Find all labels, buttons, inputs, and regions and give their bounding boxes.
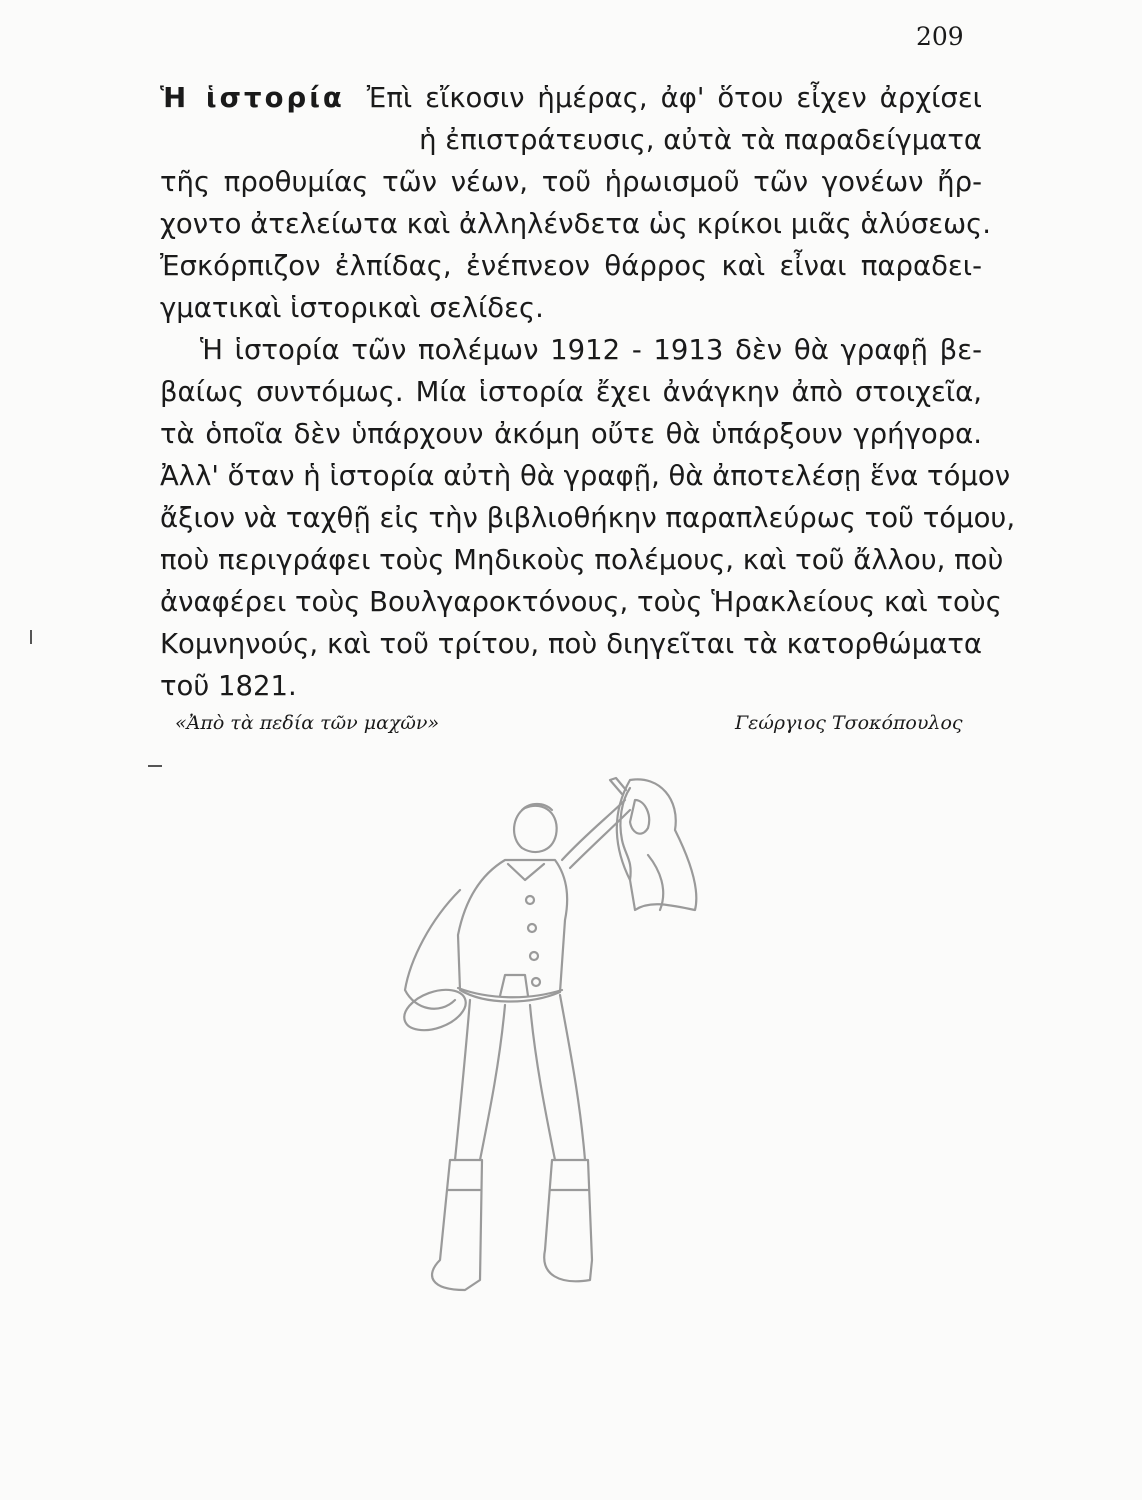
text-line: τῆς προθυμίας τῶν νέων, τοῦ ἡρωισμοῦ τῶν γονέων ἤρ- — [160, 166, 982, 198]
page-number: 209 — [916, 22, 964, 51]
text-line: Ἀλλ' ὅταν ἡ ἱστορία αὐτὴ θὰ γραφῇ, θὰ ἀποτελέσῃ ἕνα τόμον — [160, 460, 1011, 492]
text-line: τὰ ὁποῖα δὲν ὑπάρχουν ἀκόμη οὔτε θὰ ὑπάρξουν γρήγορα. — [160, 418, 982, 450]
text-line: τοῦ 1821. — [160, 670, 297, 702]
margin-mark — [30, 630, 32, 644]
text-line: ἄξιον νὰ ταχθῇ εἰς τὴν βιβλιοθήκην παραπλεύρως τοῦ τόμου, — [160, 502, 1016, 534]
section-heading: Ἡ ἱστορία — [160, 82, 345, 114]
text-line: ποὺ περιγράφει τοὺς Μηδικοὺς πολέμους, καὶ τοῦ ἄλλου, ποὺ — [160, 544, 1004, 576]
soldier-and-mother-sketch-icon — [330, 760, 700, 1320]
text-line: χοντο ἀτελείωτα καὶ ἀλληλένδετα ὡς κρίκοι μιᾶς ἁλύσεως. — [160, 208, 992, 240]
text-line: Κομνηνούς, καὶ τοῦ τρίτου, ποὺ διηγεῖται τὰ κατορθώματα — [160, 628, 982, 660]
text-line: ἡ ἐπιστράτευσις, αὐτὰ τὰ παραδείγματα — [419, 124, 982, 156]
text-line: γματικαὶ ἱστορικαὶ σελίδες. — [160, 292, 544, 324]
text-line: Ἡ ἱστορία Ἐπὶ εἴκοσιν ἡμέρας, ἀφ' ὅτου εἶχεν ἀρχίσει — [160, 82, 982, 114]
text-line: ἀναφέρει τοὺς Βουλγαροκτόνους, τοὺς Ἡρακλείους καὶ τοὺς — [160, 586, 1002, 618]
source-citation: «Ἀπὸ τὰ πεδία τῶν μαχῶν» — [175, 712, 440, 734]
text-line: Ἡ ἱστορία τῶν πολέμων 1912 - 1913 δὲν θὰ γραφῇ βε- — [200, 334, 982, 366]
main-text — [160, 77, 1016, 707]
author-name: Γεώργιος Τσοκόπουλος — [735, 712, 963, 734]
text-line: βαίως συντόμως. Μία ἱστορία ἔχει ἀνάγκην ἀπὸ στοιχεῖα, — [160, 376, 982, 408]
margin-mark — [148, 765, 162, 767]
text-line: Ἐσκόρπιζον ἐλπίδας, ἐνέπνεον θάρρος καὶ εἶναι παραδει- — [160, 250, 982, 282]
